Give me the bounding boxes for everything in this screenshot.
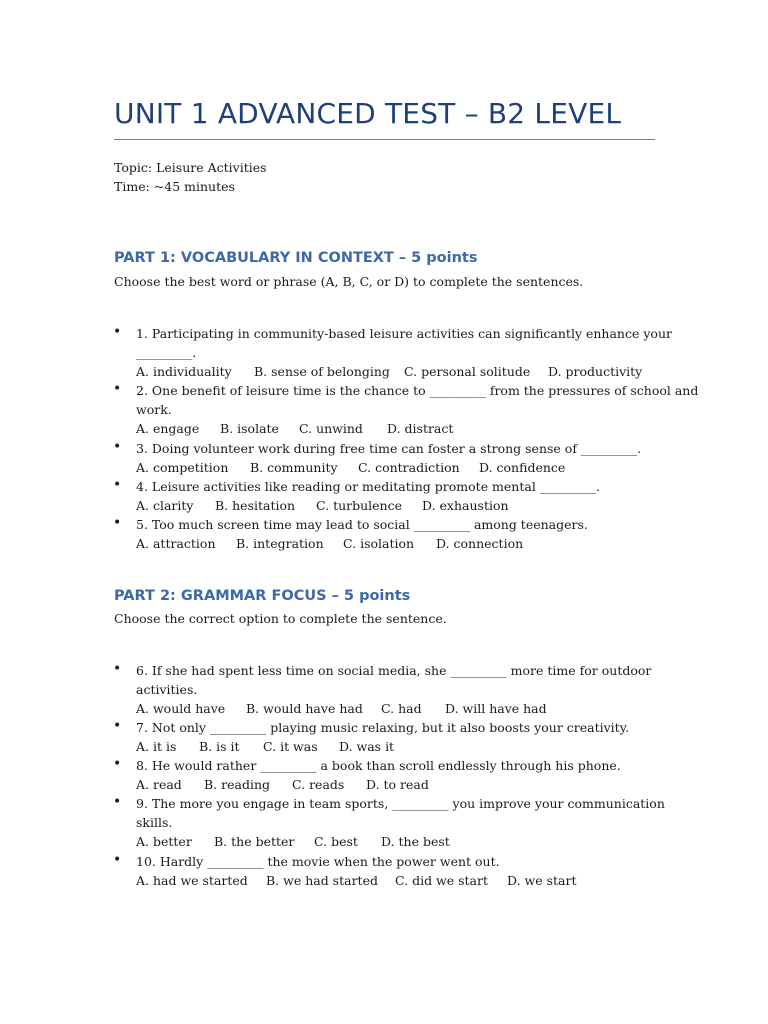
part1-heading: PART 1: VOCABULARY IN CONTEXT – 5 points xyxy=(114,250,478,266)
option-a: A. read xyxy=(136,777,182,792)
part2-heading: PART 2: GRAMMAR FOCUS – 5 points xyxy=(114,588,411,604)
bullet-icon: • xyxy=(113,324,122,340)
question-text-continued: skills. xyxy=(136,815,173,830)
option-b: B. we had started xyxy=(266,873,378,888)
option-c: C. isolation xyxy=(343,536,415,551)
question-text: 10. Hardly _________ the movie when the power went out. xyxy=(136,854,500,869)
option-d: D. exhaustion xyxy=(422,498,509,513)
option-b: B. is it xyxy=(199,739,240,754)
option-a: A. better xyxy=(136,834,192,849)
option-a: A. individuality xyxy=(136,364,232,379)
option-a: A. engage xyxy=(136,421,200,436)
part2-instruction: Choose the correct option to complete the sentence. xyxy=(114,611,447,626)
option-b: B. sense of belonging xyxy=(254,364,390,379)
page-title: UNIT 1 ADVANCED TEST – B2 LEVEL xyxy=(114,97,622,130)
option-c: C. did we start xyxy=(395,873,488,888)
question-text-continued: work. xyxy=(136,402,172,417)
bullet-icon: • xyxy=(113,477,122,493)
bullet-icon: • xyxy=(113,515,122,531)
question-text-continued: _________. xyxy=(136,345,197,360)
question-text: 3. Doing volunteer work during free time can foster a strong sense of _________. xyxy=(136,441,642,456)
option-b: B. integration xyxy=(236,536,324,551)
option-d: D. we start xyxy=(507,873,577,888)
question-text: 9. The more you engage in team sports, _________ you improve your communication xyxy=(136,796,665,811)
option-a: A. it is xyxy=(136,739,177,754)
option-c: C. contradiction xyxy=(358,460,460,475)
option-a: A. attraction xyxy=(136,536,216,551)
bullet-icon: • xyxy=(113,381,122,397)
option-c: C. unwind xyxy=(299,421,363,436)
bullet-icon: • xyxy=(113,756,122,772)
bullet-icon: • xyxy=(113,661,122,677)
option-d: D. to read xyxy=(366,777,429,792)
bullet-icon: • xyxy=(113,852,122,868)
option-c: C. turbulence xyxy=(316,498,403,513)
option-d: D. confidence xyxy=(479,460,566,475)
option-d: D. the best xyxy=(381,834,450,849)
option-c: C. had xyxy=(381,701,422,716)
option-b: B. reading xyxy=(204,777,271,792)
topic-line: Topic: Leisure Activities xyxy=(114,160,267,175)
question-text: 7. Not only _________ playing music relaxing, but it also boosts your creativity. xyxy=(136,720,630,735)
bullet-icon: • xyxy=(113,439,122,455)
option-d: D. was it xyxy=(339,739,395,754)
question-text: 6. If she had spent less time on social media, she _________ more time for outdoor xyxy=(136,663,652,678)
option-c: C. it was xyxy=(263,739,318,754)
question-text: 2. One benefit of leisure time is the chance to _________ from the pressures of school and xyxy=(136,383,699,398)
option-a: A. would have xyxy=(136,701,226,716)
option-c: C. personal solitude xyxy=(404,364,531,379)
option-c: C. reads xyxy=(292,777,345,792)
time-line: Time: ~45 minutes xyxy=(114,179,235,194)
question-text: 1. Participating in community-based leisure activities can significantly enhance your xyxy=(136,326,672,341)
option-a: A. had we started xyxy=(136,873,248,888)
option-d: D. productivity xyxy=(548,364,643,379)
question-text: 5. Too much screen time may lead to social _________ among teenagers. xyxy=(136,517,588,532)
option-d: D. will have had xyxy=(445,701,547,716)
question-text: 4. Leisure activities like reading or meditating promote mental _________. xyxy=(136,479,601,494)
bullet-icon: • xyxy=(113,794,122,810)
option-a: A. competition xyxy=(136,460,229,475)
question-text: 8. He would rather _________ a book than scroll endlessly through his phone. xyxy=(136,758,621,773)
option-b: B. isolate xyxy=(220,421,279,436)
option-b: B. community xyxy=(250,460,338,475)
option-d: D. distract xyxy=(387,421,454,436)
option-b: B. hesitation xyxy=(215,498,296,513)
part1-instruction: Choose the best word or phrase (A, B, C, or D) to complete the sentences. xyxy=(114,274,584,289)
title-underline xyxy=(114,139,655,140)
bullet-icon: • xyxy=(113,718,122,734)
option-b: B. the better xyxy=(214,834,295,849)
option-a: A. clarity xyxy=(136,498,194,513)
option-b: B. would have had xyxy=(246,701,363,716)
option-d: D. connection xyxy=(436,536,524,551)
option-c: C. best xyxy=(314,834,358,849)
question-text-continued: activities. xyxy=(136,682,198,697)
